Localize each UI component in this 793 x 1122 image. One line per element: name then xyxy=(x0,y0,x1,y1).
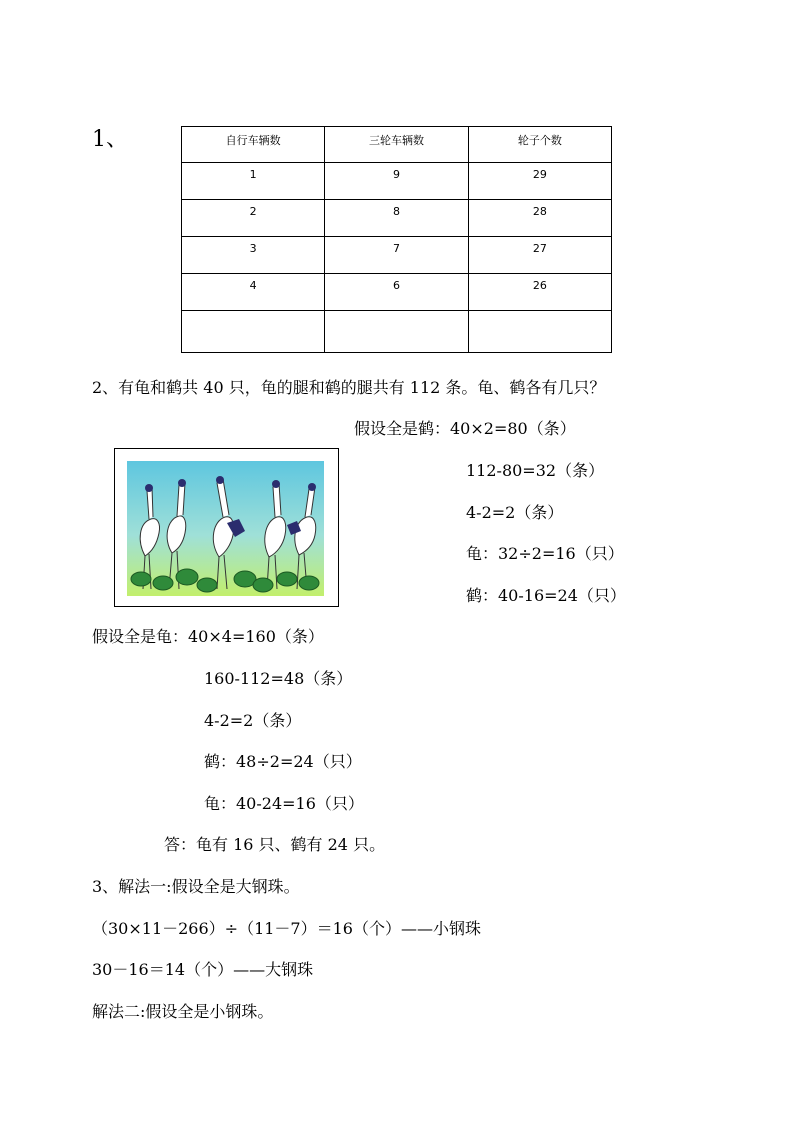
table-cell: 29 xyxy=(468,163,611,200)
cranes-turtles-illustration xyxy=(114,448,339,607)
crane-method-line-1: 假设全是鹤：40×2=80（条） xyxy=(354,419,576,438)
table-cell: 4 xyxy=(182,274,325,311)
crane-method-line-3: 4-2=2（条） xyxy=(466,503,564,522)
table-cell xyxy=(325,311,468,353)
header-bicycles: 自行车辆数 xyxy=(182,127,325,163)
table-row xyxy=(182,237,612,274)
question-1-number: 1、 xyxy=(92,127,128,152)
question-3-heading: 3、解法一:假设全是大钢珠。 xyxy=(92,877,300,896)
table-cell: 9 xyxy=(325,163,468,200)
table-cell: 2 xyxy=(182,200,325,237)
table-header-row xyxy=(182,127,612,163)
question-2-text: 2、有龟和鹤共 40 只，龟的腿和鹤的腿共有 112 条。龟、鹤各有几只？ xyxy=(92,378,606,397)
question-3-line-1: （30×11－266）÷（11－7）＝16（个）——小钢珠 xyxy=(92,919,481,938)
table-cell xyxy=(468,311,611,353)
table-row xyxy=(182,200,612,237)
question-3-method-2: 解法二:假设全是小钢珠。 xyxy=(92,1002,274,1021)
header-wheels: 轮子个数 xyxy=(468,127,611,163)
turtle-method-line-3: 4-2=2（条） xyxy=(204,711,302,730)
turtle-method-line-4: 鹤：48÷2=24（只） xyxy=(204,752,362,771)
crane-method-line-2: 112-80=32（条） xyxy=(466,461,605,480)
table-row xyxy=(182,163,612,200)
crane-method-line-5: 鹤：40-16=24（只） xyxy=(466,586,626,605)
question-3-line-2: 30－16＝14（个）——大钢珠 xyxy=(92,960,314,979)
table-cell: 8 xyxy=(325,200,468,237)
turtle-method-line-5: 龟：40-24=16（只） xyxy=(204,794,364,813)
turtle-method-line-2: 160-112=48（条） xyxy=(204,669,353,688)
crane-method-line-4: 龟：32÷2=16（只） xyxy=(466,544,624,563)
table-cell xyxy=(182,311,325,353)
header-tricycles: 三轮车辆数 xyxy=(325,127,468,163)
question-2-answer: 答：龟有 16 只、鹤有 24 只。 xyxy=(164,835,386,854)
table-row-empty xyxy=(182,311,612,353)
table-cell: 27 xyxy=(468,237,611,274)
table-cell: 26 xyxy=(468,274,611,311)
table-cell: 1 xyxy=(182,163,325,200)
table-cell: 6 xyxy=(325,274,468,311)
table-row xyxy=(182,274,612,311)
table-cell: 28 xyxy=(468,200,611,237)
cranes-turtles-picture xyxy=(127,461,324,596)
bike-tricycle-table xyxy=(181,126,612,353)
turtle-method-line-1: 假设全是龟：40×4=160（条） xyxy=(92,627,324,646)
table-cell: 3 xyxy=(182,237,325,274)
table-cell: 7 xyxy=(325,237,468,274)
